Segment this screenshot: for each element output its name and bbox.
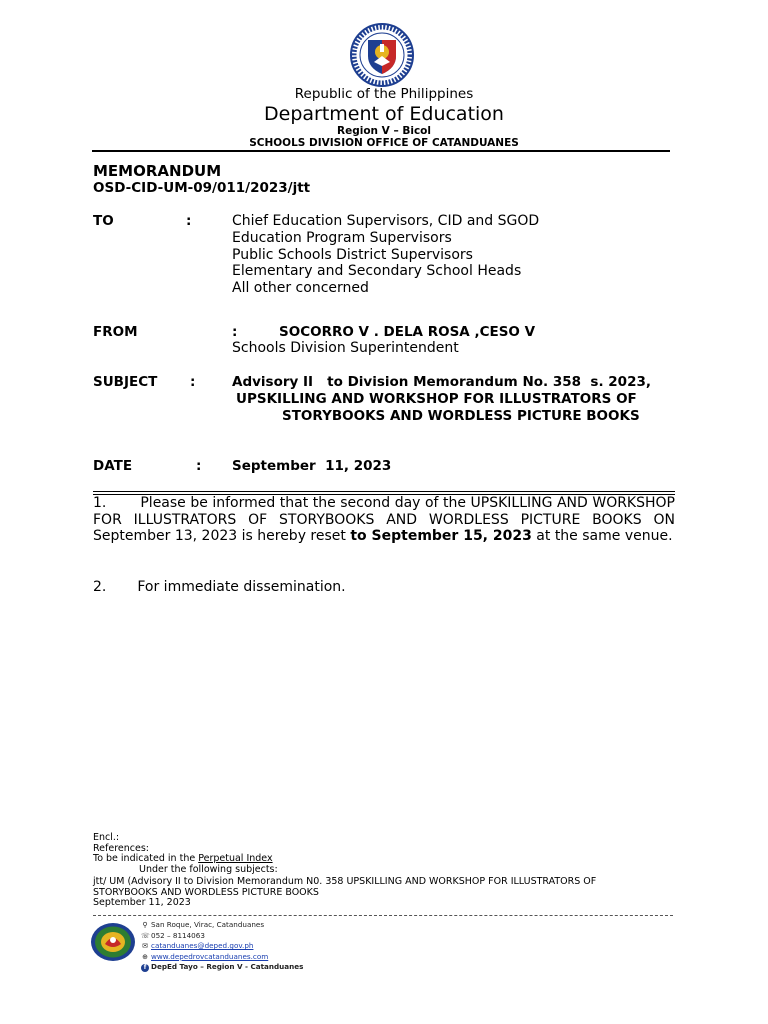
footer-phone: ☏052 – 8114063	[141, 930, 205, 940]
subject-colon: :	[190, 374, 196, 390]
date-colon: :	[196, 458, 202, 474]
header-divider	[92, 150, 670, 152]
division-logo-icon	[90, 922, 136, 962]
from-name: SOCORRO V . DELA ROSA ,CESO V	[279, 324, 536, 340]
recipient-item: Education Program Supervisors	[232, 229, 452, 246]
date-label: DATE	[93, 458, 133, 474]
paragraph-1-new-date: to September 15, 2023	[350, 528, 532, 544]
phone-icon: ☏	[141, 931, 150, 940]
website-link[interactable]: www.depedrovcatanduanes.com	[151, 951, 269, 961]
under-label: Under the following subjects:	[139, 863, 278, 875]
date-value: September 11, 2023	[232, 458, 392, 474]
memo-number: OSD-CID-UM-09/011/2023/jtt	[93, 180, 311, 196]
subject-line-2: UPSKILLING AND WORKSHOP FOR ILLUSTRATORS OF	[236, 391, 637, 407]
email-link[interactable]: catanduanes@deped.gov.ph	[151, 941, 254, 950]
footer-contact	[141, 920, 303, 972]
subject-line-3: STORYBOOKS AND WORDLESS PICTURE BOOKS	[282, 408, 640, 424]
globe-icon: ⊕	[142, 952, 148, 961]
to-colon: :	[186, 213, 192, 229]
perpetual-index-link[interactable]: Perpetual Index	[198, 853, 273, 864]
notes-block	[93, 833, 596, 909]
reference-date: September 11, 2023	[93, 897, 191, 908]
department-title: Department of Education	[264, 103, 504, 125]
body-divider-top	[93, 491, 675, 492]
from-position: Schools Division Superintendent	[232, 340, 459, 356]
to-label: TO	[93, 213, 114, 229]
office-label: SCHOOLS DIVISION OFFICE OF CATANDUANES	[249, 137, 519, 149]
subject-label: SUBJECT	[93, 374, 158, 390]
region-label: Region V – Bicol	[337, 125, 431, 137]
paragraph-1-text: Please be informed that the second day of the UPSKILLING AND WORKSHOP FOR ILLUSTRATORS OF STORYBOOKS AND WORDLESS PICTURE BOOKS ON September 13, 2023 is hereby reset	[93, 495, 675, 544]
paragraph-2-number: 2.	[93, 579, 107, 595]
deped-seal-icon	[338, 22, 426, 88]
indicated-line: To be indicated in the Perpetual Index	[93, 853, 273, 864]
paragraph-1-end: at the same venue.	[536, 528, 673, 544]
facebook-icon: f	[141, 964, 149, 972]
memo-title: MEMORANDUM	[93, 162, 222, 180]
subject-line-1: Advisory II to Division Memorandum No. 358 s. 2023,	[232, 374, 651, 390]
footer-divider	[93, 915, 673, 916]
footer-website	[141, 952, 303, 963]
footer-facebook: f DepEd Tayo – Region V - Catanduanes	[141, 962, 303, 972]
paragraph-2	[93, 579, 346, 595]
paragraph-1	[93, 495, 675, 545]
recipient-item: Public Schools District Supervisors	[232, 246, 473, 263]
from-colon: :	[232, 324, 238, 340]
paragraph-1-number: 1.	[93, 495, 107, 511]
encl-label: Encl.:	[93, 832, 120, 843]
recipient-item: Elementary and Secondary School Heads	[232, 263, 522, 280]
envelope-icon: ✉	[142, 942, 148, 950]
from-label: FROM	[93, 324, 138, 340]
footer-address: ⚲ San Roque, Virac, Catanduanes	[142, 920, 265, 929]
references-label: References:	[93, 842, 149, 854]
footer-email	[141, 941, 303, 952]
recipient-item: All other concerned	[232, 280, 369, 297]
republic-label: Republic of the Philippines	[294, 86, 474, 102]
recipient-item: Chief Education Supervisors, CID and SGOD	[232, 213, 540, 229]
reference-line-2: STORYBOOKS AND WORDLESS PICTURE BOOKS	[93, 886, 319, 898]
to-recipients	[232, 213, 539, 297]
location-pin-icon: ⚲	[142, 921, 148, 929]
reference-line-1: jtt/ UM (Advisory II to Division Memorandum N0. 358 UPSKILLING AND WORKSHOP FOR ILLUSTRATORS OF	[93, 876, 597, 887]
paragraph-2-text: For immediate dissemination.	[137, 579, 346, 595]
